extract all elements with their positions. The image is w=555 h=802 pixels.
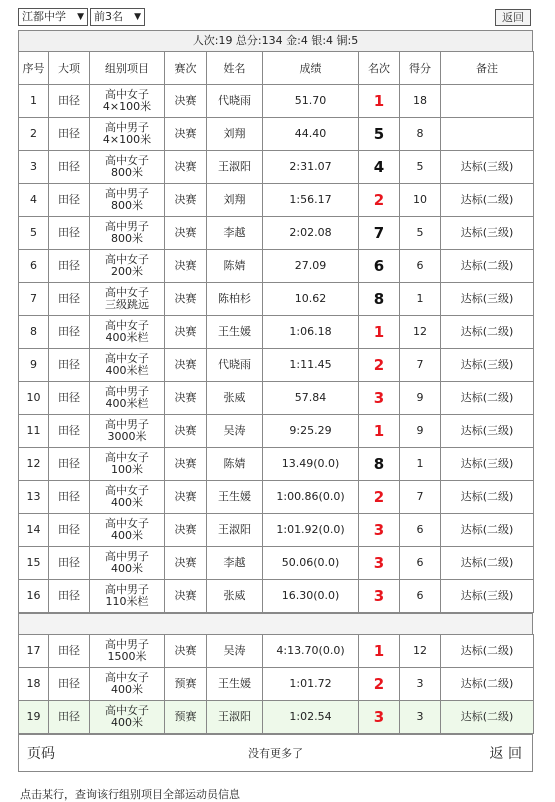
cell-rank: 7 [359,217,400,250]
cell-event: 高中女子 400米栏 [90,349,165,382]
cell-note: 达标(二级) [441,547,534,580]
cell-round: 决赛 [165,481,207,514]
cell-note: 达标(三级) [441,217,534,250]
table-row[interactable] [19,151,534,184]
chevron-down-icon: ▼ [77,12,84,22]
cell-result: 13.49(0.0) [263,448,359,481]
cell-rank: 2 [359,481,400,514]
cell-round: 决赛 [165,349,207,382]
cell-result: 1:06.18 [263,316,359,349]
range-select-value: 前3名 [94,10,123,23]
cell-result: 1:01.92(0.0) [263,514,359,547]
cell-rank: 1 [359,415,400,448]
cell-event: 高中女子 400米 [90,701,165,734]
cell-result: 2:31.07 [263,151,359,184]
results-body-extra [19,635,534,734]
table-row[interactable] [19,382,534,415]
cell-no: 3 [19,151,49,184]
column-header: 备注 [441,52,534,85]
cell-score: 7 [400,481,441,514]
table-row[interactable] [19,85,534,118]
cell-score: 1 [400,283,441,316]
cell-name: 王淑阳 [207,151,263,184]
cell-name: 吴涛 [207,635,263,668]
table-row[interactable] [19,250,534,283]
cell-note: 达标(二级) [441,668,534,701]
table-row[interactable] [19,580,534,613]
cell-score: 12 [400,316,441,349]
cell-rank: 4 [359,151,400,184]
filter-bar [18,2,533,30]
cell-no: 18 [19,668,49,701]
column-header: 赛次 [165,52,207,85]
summary-bar: 人次:19 总分:134 金:4 银:4 铜:5 [18,30,533,51]
cell-round: 决赛 [165,448,207,481]
cell-event: 高中女子 200米 [90,250,165,283]
cell-event: 高中女子 三级跳远 [90,283,165,316]
cell-no: 16 [19,580,49,613]
cell-event: 高中女子 400米栏 [90,316,165,349]
cell-round: 预赛 [165,668,207,701]
cell-score: 6 [400,580,441,613]
cell-event: 高中男子 800米 [90,217,165,250]
cell-note: 达标(三级) [441,151,534,184]
header-row [19,52,534,85]
cell-round: 决赛 [165,316,207,349]
cell-score: 6 [400,547,441,580]
cell-rank: 3 [359,580,400,613]
cell-cat: 田径 [49,250,90,283]
cell-name: 李越 [207,217,263,250]
results-body-main [19,85,534,613]
cell-name: 刘翔 [207,184,263,217]
cell-note: 达标(三级) [441,580,534,613]
cell-round: 预赛 [165,701,207,734]
cell-cat: 田径 [49,382,90,415]
cell-event: 高中男子 1500米 [90,635,165,668]
cell-name: 陈婧 [207,448,263,481]
cell-event: 高中男子 400米栏 [90,382,165,415]
column-header: 组别项目 [90,52,165,85]
cell-no: 1 [19,85,49,118]
cell-note: 达标(二级) [441,481,534,514]
cell-name: 王淑阳 [207,514,263,547]
cell-rank: 3 [359,382,400,415]
cell-result: 16.30(0.0) [263,580,359,613]
cell-round: 决赛 [165,580,207,613]
cell-rank: 1 [359,316,400,349]
cell-name: 刘翔 [207,118,263,151]
cell-cat: 田径 [49,635,90,668]
cell-name: 李越 [207,547,263,580]
cell-round: 决赛 [165,283,207,316]
cell-no: 12 [19,448,49,481]
cell-score: 3 [400,701,441,734]
cell-rank: 1 [359,85,400,118]
cell-result: 1:56.17 [263,184,359,217]
cell-no: 19 [19,701,49,734]
cell-note [441,85,534,118]
cell-rank: 6 [359,250,400,283]
pagination-footer [18,734,533,772]
cell-note: 达标(三级) [441,415,534,448]
cell-no: 7 [19,283,49,316]
cell-round: 决赛 [165,514,207,547]
cell-rank: 3 [359,701,400,734]
table-row[interactable] [19,547,534,580]
cell-score: 12 [400,635,441,668]
cell-note: 达标(二级) [441,514,534,547]
cell-rank: 2 [359,668,400,701]
cell-score: 7 [400,349,441,382]
table-row[interactable] [19,415,534,448]
cell-cat: 田径 [49,349,90,382]
cell-score: 10 [400,184,441,217]
cell-score: 18 [400,85,441,118]
cell-note: 达标(三级) [441,283,534,316]
cell-cat: 田径 [49,316,90,349]
cell-score: 5 [400,217,441,250]
cell-score: 3 [400,668,441,701]
range-select[interactable] [90,8,145,26]
cell-round: 决赛 [165,382,207,415]
cell-event: 高中女子 400米 [90,481,165,514]
cell-name: 王淑阳 [207,701,263,734]
cell-round: 决赛 [165,415,207,448]
cell-result: 1:01.72 [263,668,359,701]
cell-score: 6 [400,514,441,547]
cell-name: 王生媛 [207,668,263,701]
cell-rank: 3 [359,514,400,547]
table-row[interactable] [19,481,534,514]
results-table [18,51,534,613]
cell-cat: 田径 [49,184,90,217]
table-row[interactable] [19,635,534,668]
table-row[interactable] [19,118,534,151]
column-header: 得分 [400,52,441,85]
cell-no: 2 [19,118,49,151]
table-row[interactable] [19,448,534,481]
cell-cat: 田径 [49,217,90,250]
cell-note: 达标(二级) [441,316,534,349]
cell-no: 9 [19,349,49,382]
cell-rank: 5 [359,118,400,151]
chevron-down-icon: ▼ [134,12,141,22]
cell-result: 51.70 [263,85,359,118]
cell-result: 57.84 [263,382,359,415]
table-row[interactable] [19,316,534,349]
cell-cat: 田径 [49,118,90,151]
table-row[interactable] [19,701,534,734]
cell-rank: 8 [359,283,400,316]
cell-cat: 田径 [49,415,90,448]
cell-result: 27.09 [263,250,359,283]
table-row[interactable] [19,217,534,250]
school-select-value: 江都中学 [22,10,66,23]
results-panel [18,2,533,772]
cell-no: 11 [19,415,49,448]
back-button-bottom[interactable]: 返 回 [489,746,522,762]
cell-event: 高中男子 110米栏 [90,580,165,613]
cell-rank: 3 [359,547,400,580]
cell-score: 5 [400,151,441,184]
cell-score: 8 [400,118,441,151]
cell-note: 达标(三级) [441,448,534,481]
cell-round: 决赛 [165,547,207,580]
column-header: 姓名 [207,52,263,85]
section-spacer [18,613,533,634]
column-header: 大项 [49,52,90,85]
cell-round: 决赛 [165,151,207,184]
cell-rank: 1 [359,635,400,668]
cell-cat: 田径 [49,514,90,547]
cell-name: 张威 [207,382,263,415]
cell-event: 高中女子 100米 [90,448,165,481]
cell-no: 17 [19,635,49,668]
school-select[interactable] [18,8,88,26]
table-row[interactable] [19,514,534,547]
column-header: 成绩 [263,52,359,85]
table-row[interactable] [19,184,534,217]
cell-no: 4 [19,184,49,217]
cell-round: 决赛 [165,217,207,250]
cell-event: 高中女子 800米 [90,151,165,184]
cell-no: 10 [19,382,49,415]
cell-name: 张威 [207,580,263,613]
cell-result: 9:25.29 [263,415,359,448]
cell-note: 达标(二级) [441,250,534,283]
cell-note: 达标(三级) [441,349,534,382]
cell-cat: 田径 [49,151,90,184]
cell-no: 13 [19,481,49,514]
cell-event: 高中女子 4×100米 [90,85,165,118]
cell-cat: 田径 [49,448,90,481]
cell-name: 陈柏杉 [207,283,263,316]
cell-result: 2:02.08 [263,217,359,250]
cell-name: 代晓雨 [207,85,263,118]
cell-cat: 田径 [49,668,90,701]
cell-no: 6 [19,250,49,283]
cell-name: 王生媛 [207,481,263,514]
cell-note [441,118,534,151]
table-row[interactable] [19,349,534,382]
cell-name: 王生媛 [207,316,263,349]
cell-cat: 田径 [49,580,90,613]
cell-result: 44.40 [263,118,359,151]
pager-label[interactable]: 页码 [27,746,55,762]
cell-score: 9 [400,382,441,415]
cell-score: 9 [400,415,441,448]
cell-event: 高中男子 4×100米 [90,118,165,151]
cell-name: 陈婧 [207,250,263,283]
table-row[interactable] [19,668,534,701]
cell-note: 达标(二级) [441,635,534,668]
cell-score: 1 [400,448,441,481]
results-table-extra [18,634,534,734]
cell-result: 10.62 [263,283,359,316]
cell-name: 吴涛 [207,415,263,448]
cell-round: 决赛 [165,250,207,283]
cell-note: 达标(二级) [441,184,534,217]
cell-event: 高中男子 800米 [90,184,165,217]
cell-cat: 田径 [49,85,90,118]
cell-rank: 8 [359,448,400,481]
cell-note: 达标(二级) [441,382,534,415]
cell-result: 1:00.86(0.0) [263,481,359,514]
cell-no: 15 [19,547,49,580]
table-row[interactable] [19,283,534,316]
cell-event: 高中男子 3000米 [90,415,165,448]
cell-round: 决赛 [165,118,207,151]
cell-result: 1:02.54 [263,701,359,734]
hint-text: 点击某行，查询该行组别项目全部运动员信息 [20,788,240,801]
cell-event: 高中男子 400米 [90,547,165,580]
no-more-text: 没有更多了 [248,747,303,760]
cell-note: 达标(二级) [441,701,534,734]
cell-no: 8 [19,316,49,349]
cell-rank: 2 [359,349,400,382]
cell-result: 1:11.45 [263,349,359,382]
cell-result: 4:13.70(0.0) [263,635,359,668]
cell-result: 50.06(0.0) [263,547,359,580]
cell-round: 决赛 [165,85,207,118]
cell-no: 14 [19,514,49,547]
cell-round: 决赛 [165,184,207,217]
cell-event: 高中女子 400米 [90,668,165,701]
cell-cat: 田径 [49,283,90,316]
cell-cat: 田径 [49,481,90,514]
cell-cat: 田径 [49,547,90,580]
cell-score: 6 [400,250,441,283]
cell-name: 代晓雨 [207,349,263,382]
cell-event: 高中女子 400米 [90,514,165,547]
cell-round: 决赛 [165,635,207,668]
back-button-top[interactable]: 返回 [495,9,531,26]
cell-no: 5 [19,217,49,250]
column-header: 名次 [359,52,400,85]
cell-rank: 2 [359,184,400,217]
cell-cat: 田径 [49,701,90,734]
column-header: 序号 [19,52,49,85]
